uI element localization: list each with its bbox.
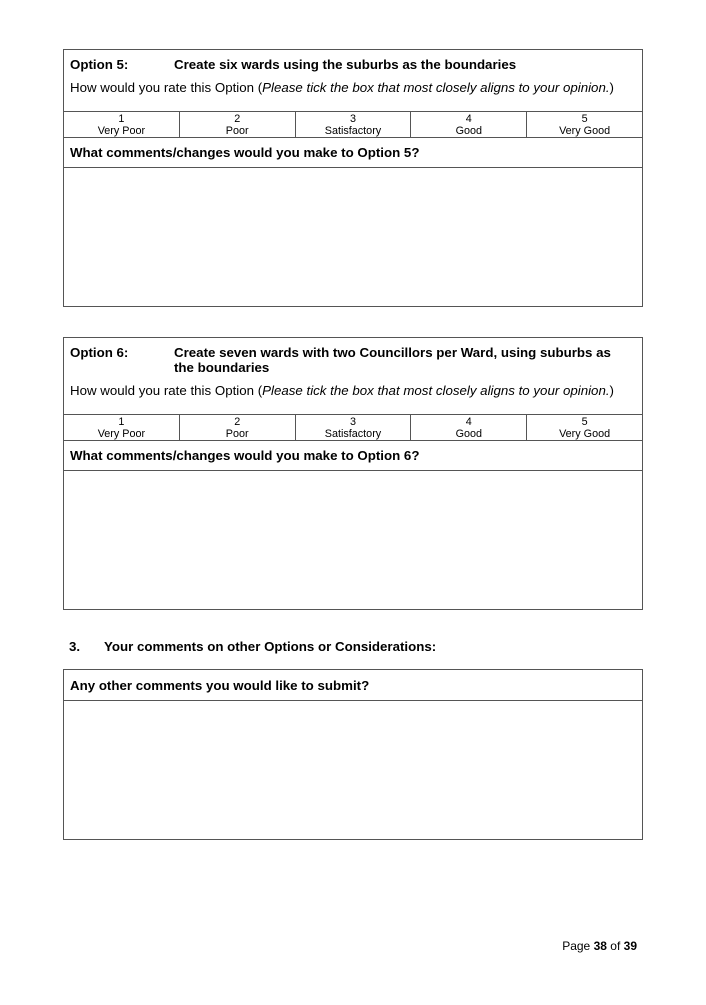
section-number: 3. [69, 639, 81, 654]
option-6-rating-5[interactable]: 5 Very Good [526, 415, 642, 440]
other-comments-question: Any other comments you would like to submit? [70, 678, 370, 693]
option-6-header [64, 338, 642, 398]
option-5-rating-scale [64, 111, 642, 138]
option-6-title: Create seven wards with two Councillors per Ward, using suburbs as the boundaries [174, 345, 611, 375]
option-6-rating-question: How would you rate this Option (Please tick the box that most closely aligns to your opinion.) [70, 383, 614, 398]
option-5-rating-5[interactable]: 5 Very Good [526, 112, 642, 137]
option-5-rating-3[interactable]: 3 Satisfactory [295, 112, 411, 137]
option-5-label: Option 5: [70, 57, 129, 72]
option-6-box [63, 337, 643, 610]
option-6-comments-question: What comments/changes would you make to Option 6? [70, 448, 420, 463]
option-5-rating-question: How would you rate this Option (Please tick the box that most closely aligns to your opinion.) [70, 80, 614, 95]
option-6-rating-4[interactable]: 4 Good [410, 415, 526, 440]
page-number: Page 38 of 39 [562, 939, 637, 953]
option-6-label: Option 6: [70, 345, 129, 360]
option-5-title: Create six wards using the suburbs as the boundaries [174, 57, 517, 72]
option-6-rating-3[interactable]: 3 Satisfactory [295, 415, 411, 440]
option-6-rating-2[interactable]: 2 Poor [179, 415, 295, 440]
option-6-comments-field[interactable] [64, 471, 642, 609]
section-3-heading [69, 639, 436, 654]
option-5-rating-2[interactable]: 2 Poor [179, 112, 295, 137]
other-comments-field[interactable] [64, 701, 642, 839]
option-6-rating-1[interactable]: 1 Very Poor [97, 416, 146, 440]
option-5-rating-4[interactable]: 4 Good [410, 112, 526, 137]
section-title: Your comments on other Options or Considerations: [104, 639, 437, 654]
option-6-rating-scale [64, 414, 642, 441]
option-5-comments-question: What comments/changes would you make to Option 5? [70, 145, 420, 160]
option-5-comments-field[interactable] [64, 168, 642, 306]
option-5-rating-1[interactable]: 1 Very Poor [97, 113, 146, 137]
option-5-box [63, 49, 643, 307]
option-5-header [64, 50, 642, 95]
other-comments-box [63, 669, 643, 840]
